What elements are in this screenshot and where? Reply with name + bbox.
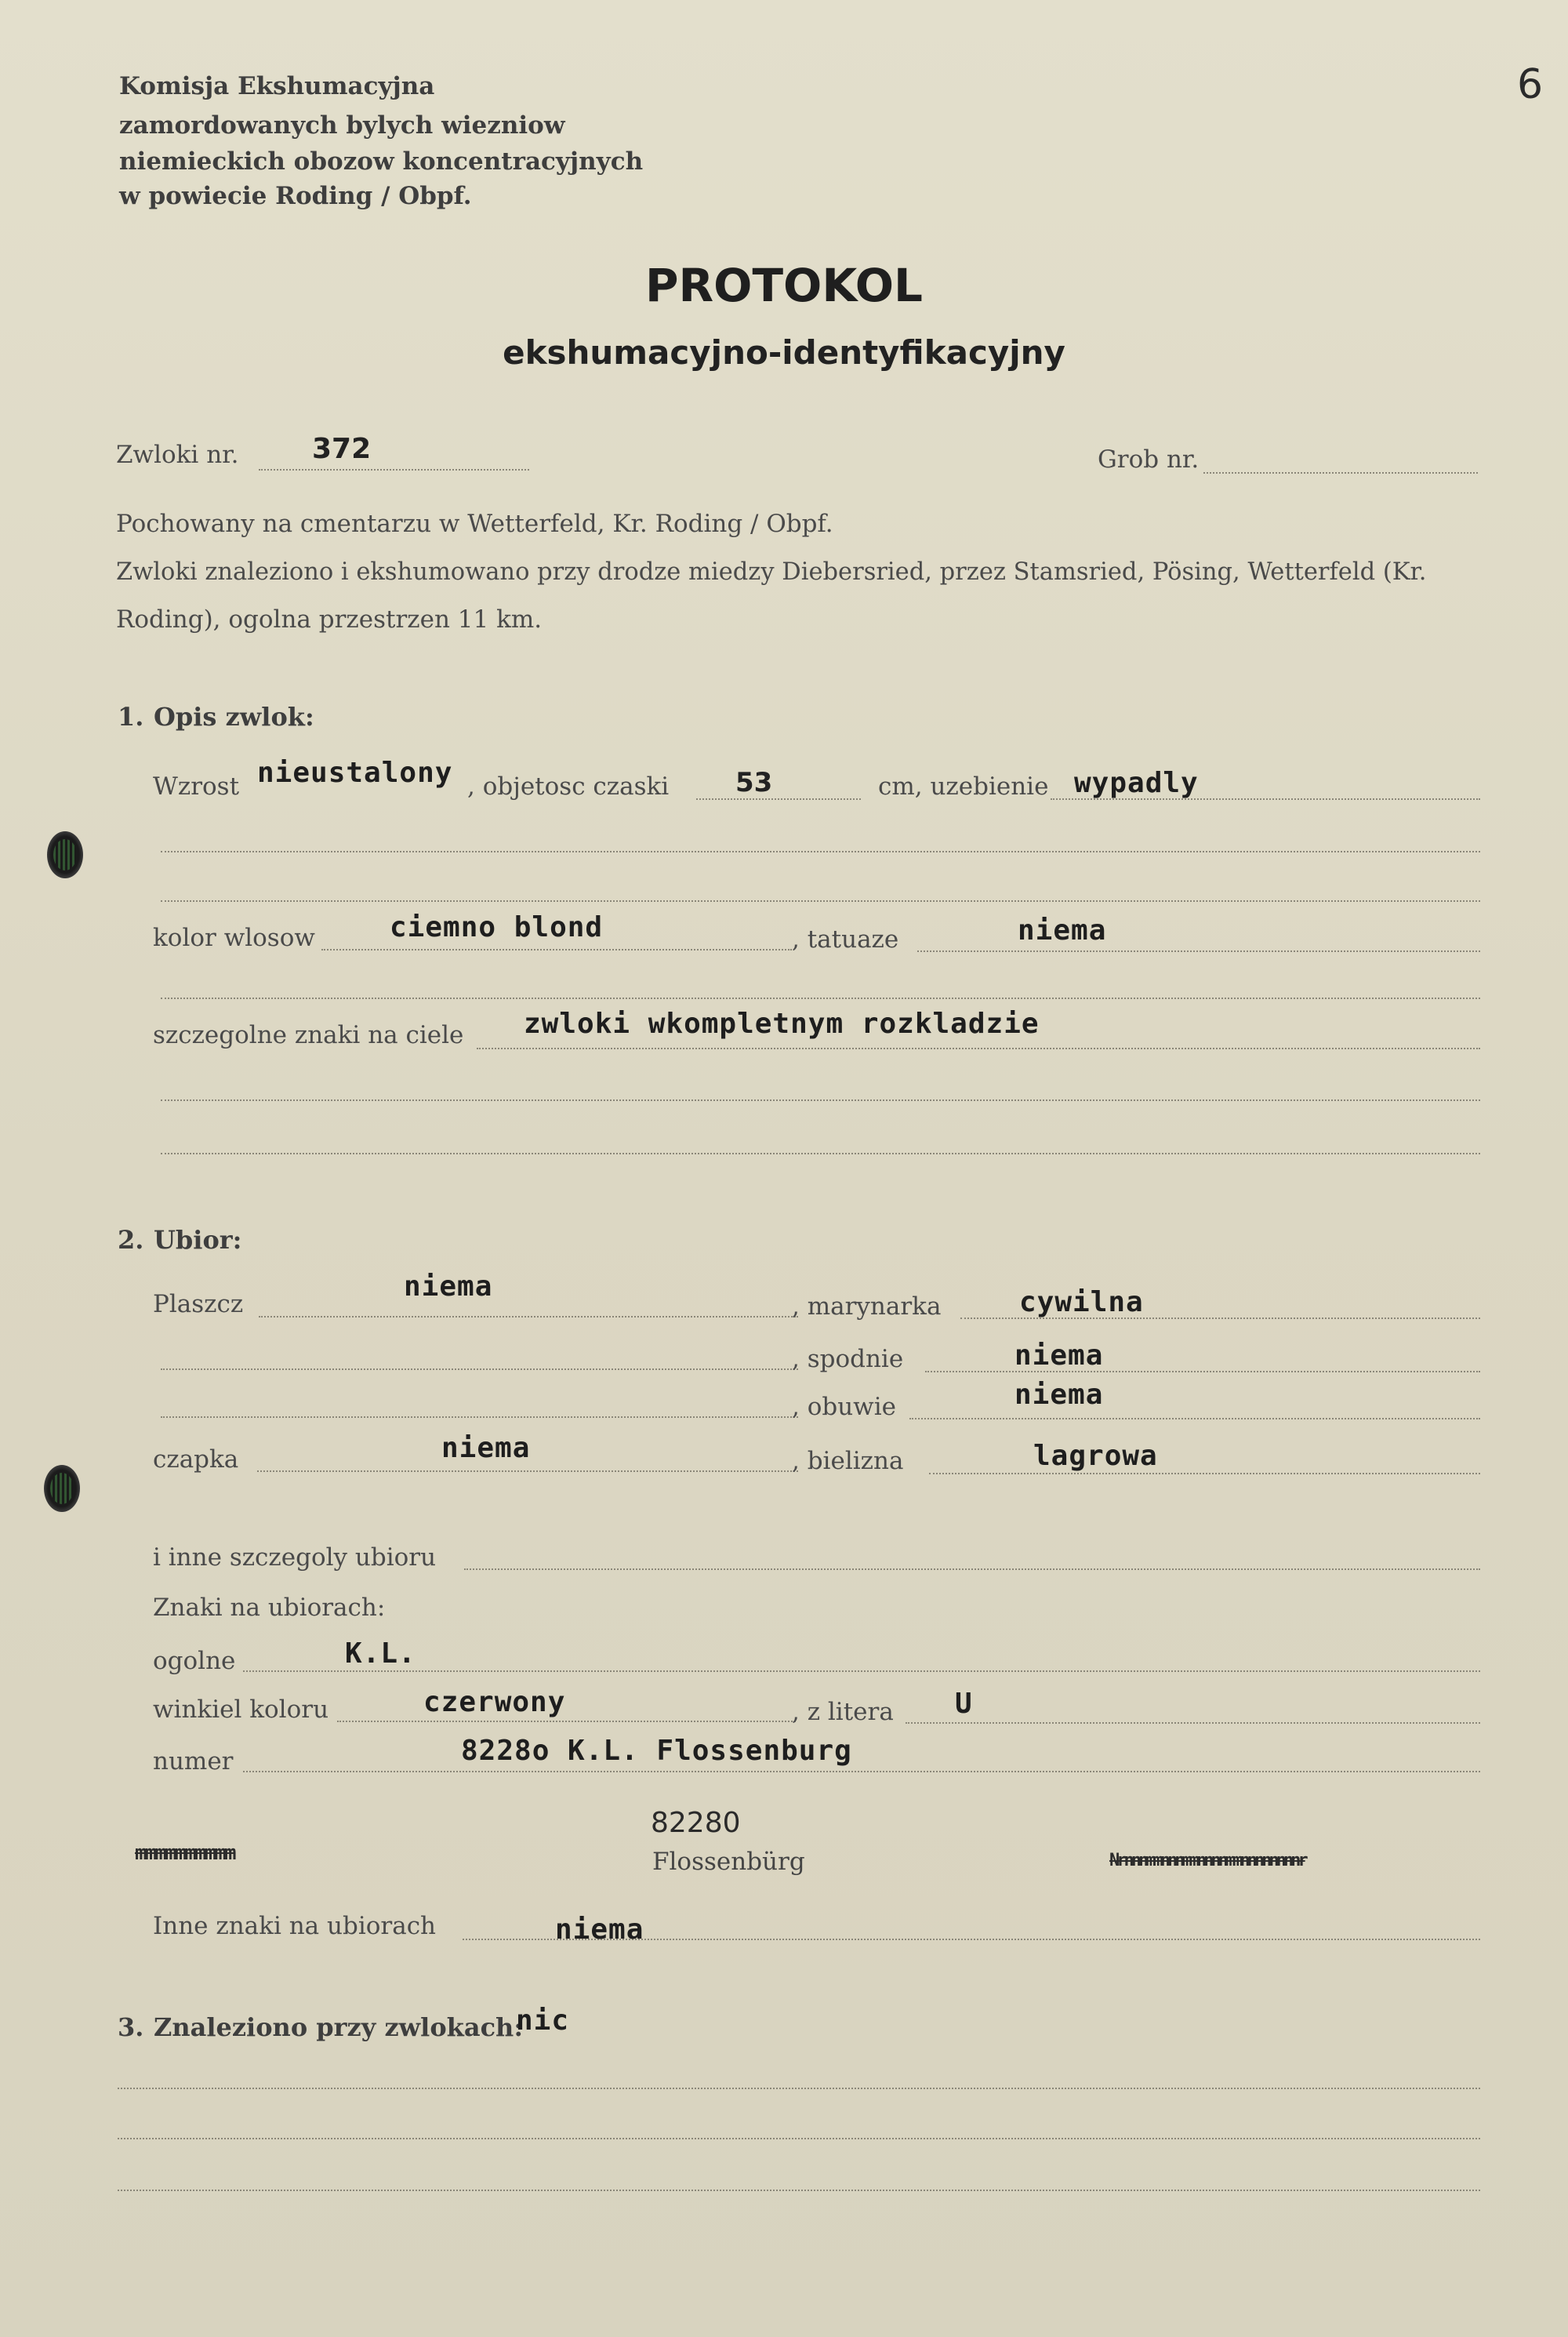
intro-line-2: Zwloki znaleziono i ekshumowano przy drodze miedzy Diebersried, przez Stamsried, Pösing, Wetterfeld (Kr. xyxy=(116,558,1427,586)
struck-text-right: Nrnnnmmnnnmmnnnnmmnnnnnnnnr xyxy=(1109,1851,1305,1870)
winkiel-line xyxy=(337,1721,796,1722)
section2-number: 2. xyxy=(118,1225,144,1255)
cm-label: cm, uzebienie xyxy=(878,772,1049,801)
czapka-value: niema xyxy=(441,1432,531,1464)
intro-line-1: Pochowany na cmentarzu w Wetterfeld, Kr. Roding / Obpf. xyxy=(116,510,833,538)
inne-szczegoly-line xyxy=(464,1568,1480,1570)
czaski-line xyxy=(696,798,861,800)
czapka-line xyxy=(257,1470,798,1472)
spodnie-label: , spodnie xyxy=(792,1345,904,1373)
kolor-wlosow-value: ciemno blond xyxy=(390,911,604,943)
kolor-wlosow-label: kolor wlosow xyxy=(153,924,315,952)
blank-line-3 xyxy=(161,998,1480,999)
zwloki-nr-label: Zwloki nr. xyxy=(116,441,239,469)
uzebienie-value: wypadly xyxy=(1074,767,1199,799)
plaszcz-line-3 xyxy=(161,1416,798,1418)
czapka-label: czapka xyxy=(153,1445,239,1474)
header-line-1: Komisja Ekshumacyjna xyxy=(119,72,435,100)
znaki-na-ubiorach-heading: Znaki na ubiorach: xyxy=(153,1594,386,1622)
inne-znaki-value: niema xyxy=(555,1914,644,1946)
zwloki-nr-line xyxy=(259,469,529,471)
blank-line-1 xyxy=(161,851,1480,852)
blank-line-7 xyxy=(118,2138,1480,2139)
tatuaze-label: , tatuaze xyxy=(792,925,899,954)
header-line-2: zamordowanych bylych wiezniow xyxy=(119,111,565,140)
plaszcz-line xyxy=(259,1316,798,1318)
numer-label: numer xyxy=(153,1747,234,1775)
page-number: 6 xyxy=(1517,61,1544,108)
spodnie-value: niema xyxy=(1014,1339,1104,1372)
numer-line xyxy=(243,1771,1480,1772)
litera-label: , z litera xyxy=(792,1698,894,1726)
intro-line-3: Roding), ogolna przestrzen 11 km. xyxy=(116,605,543,634)
obuwie-line xyxy=(909,1418,1480,1419)
ogolne-line xyxy=(243,1670,1480,1672)
blank-line-5 xyxy=(161,1153,1480,1154)
wzrost-suffix: , objetosc czaski xyxy=(467,772,670,801)
plaszcz-value: niema xyxy=(404,1270,493,1303)
plaszcz-label: Plaszcz xyxy=(153,1290,244,1318)
punch-hole-bottom xyxy=(44,1465,80,1512)
section3-value: nic xyxy=(516,2004,570,2037)
page-subtitle: ekshumacyjno-identyfikacyjny xyxy=(503,333,1065,372)
blank-line-6 xyxy=(118,2088,1480,2089)
bielizna-value: lagrowa xyxy=(1033,1440,1158,1472)
section3-number: 3. xyxy=(118,2012,144,2042)
header-line-3: niemieckich obozow koncentracyjnych xyxy=(119,147,644,176)
szczegolne-znaki-value: zwloki wkompletnym rozkladzie xyxy=(524,1008,1040,1040)
czaski-value: 53 xyxy=(735,767,773,798)
szczegolne-znaki-label: szczegolne znaki na ciele xyxy=(153,1021,464,1049)
plaszcz-line-2 xyxy=(161,1368,798,1370)
wzrost-label: Wzrost xyxy=(153,772,240,801)
struck-text-left: mmmmmmmmmm xyxy=(135,1841,234,1865)
stamp-number: 82280 xyxy=(651,1807,741,1839)
marynarka-label: , marynarka xyxy=(792,1292,942,1321)
header-line-4: w powiecie Roding / Obpf. xyxy=(119,182,472,210)
tatuaze-line xyxy=(917,950,1480,952)
ogolne-label: ogolne xyxy=(153,1647,236,1675)
punch-hole-top xyxy=(47,831,83,878)
winkiel-label: winkiel koloru xyxy=(153,1696,329,1724)
marynarka-value: cywilna xyxy=(1019,1286,1144,1318)
section3-heading: Znaleziono przy zwlokach: xyxy=(154,2012,524,2042)
spodnie-line xyxy=(925,1371,1480,1372)
litera-line xyxy=(906,1722,1480,1724)
blank-line-8 xyxy=(118,2190,1480,2191)
tatuaze-value: niema xyxy=(1018,914,1107,947)
litera-value: U xyxy=(955,1688,973,1720)
grob-nr-line xyxy=(1203,472,1478,474)
zwloki-nr-value: 372 xyxy=(312,433,372,465)
grob-nr-label: Grob nr. xyxy=(1098,445,1200,474)
numer-value: 8228o K.L. Flossenburg xyxy=(461,1735,852,1767)
obuwie-label: , obuwie xyxy=(792,1393,896,1421)
blank-line-2 xyxy=(161,900,1480,902)
inne-szczegoly-label: i inne szczegoly ubioru xyxy=(153,1543,437,1572)
section1-number: 1. xyxy=(118,702,144,732)
blank-line-4 xyxy=(161,1099,1480,1101)
page-title: PROTOKOL xyxy=(645,259,923,312)
stamp-place: Flossenbürg xyxy=(652,1848,805,1876)
kolor-wlosow-line xyxy=(321,949,792,950)
inne-znaki-label: Inne znaki na ubiorach xyxy=(153,1912,437,1940)
winkiel-value: czerwony xyxy=(423,1686,566,1718)
obuwie-value: niema xyxy=(1014,1379,1104,1411)
ogolne-value: K.L. xyxy=(345,1637,416,1670)
section2-heading: Ubior: xyxy=(154,1225,242,1255)
wzrost-value: nieustalony xyxy=(257,757,453,789)
bielizna-line xyxy=(929,1473,1480,1474)
section1-heading: Opis zwlok: xyxy=(154,702,314,732)
bielizna-label: , bielizna xyxy=(792,1447,904,1475)
szczegolne-znaki-line xyxy=(477,1048,1480,1049)
